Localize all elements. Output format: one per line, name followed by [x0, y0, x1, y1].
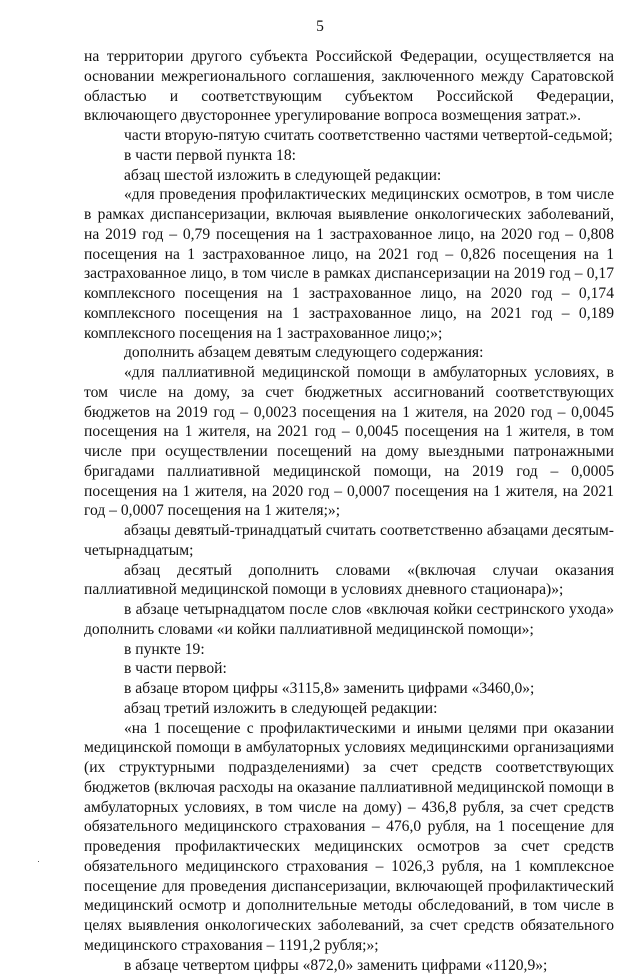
paragraph-ninth-heading: дополнить абзацем девятым следующего содержания: [84, 343, 614, 363]
paragraph-second-replace: в абзаце втором цифры «3115,8» заменить цифрами «3460,0»; [84, 679, 614, 699]
scan-speck [38, 861, 39, 862]
paragraph-preventive-exams: «для проведения профилактических медицинских осмотров, в том числе в рамках диспансеризации, включая выявление онкологических заболеваний, на 2019 год – 0,79 посещения на 1 застрахованное лицо, на 2020 год – 0,808 посещения на 1 застрахованное лицо, на 2021 год – 0,826 посещения на 1 застрахованное лицо, в том числе в рамках диспансеризации на 2019 год – 0,17 комплексного посещения на 1 застрахованное лицо, на 2020 год – 0,174 комплексного посещения на 1 застрахованное лицо, на 2021 год – 0,189 комплексного посещения на 1 застрахованное лицо;»; [84, 185, 614, 343]
paragraph-item-19-heading: в пункте 19: [84, 640, 614, 660]
page-number: 5 [0, 18, 640, 36]
paragraph-fourth-replace: в абзаце четвертом цифры «872,0» заменить цифрами «1120,9»; [84, 956, 614, 975]
paragraph-continuation: на территории другого субъекта Российской Федерации, осуществляется на основании межрегионального соглашения, заключенного между Саратовской областью и соответствующим субъектом Российской Федерации, включающего двустороннее урегулирование вопроса возмещения затрат.». [84, 47, 614, 126]
paragraph-item-18-heading: в части первой пункта 18: [84, 146, 614, 166]
paragraph-fourteenth-addition: в абзаце четырнадцатом после слов «включая койки сестринского ухода» дополнить словами «и койки паллиативной медицинской помощи»; [84, 600, 614, 640]
paragraph-palliative-care: «для паллиативной медицинской помощи в амбулаторных условиях, в том числе на дому, за счет бюджетных ассигнований соответствующих бюджетов на 2019 год – 0,0023 посещения на 1 жителя, на 2020 год – 0,0045 посещения на 1 жителя, на 2021 год – 0,0045 посещения на 1 жителя, в том числе при осуществлении посещений на дому выездными патронажными бригадами паллиативной медицинской помощи, на 2019 год – 0,0005 посещения на 1 жителя, на 2020 год – 0,0007 посещения на 1 жителя, на 2021 год – 0,0007 посещения на 1 жителя;»; [84, 363, 614, 521]
paragraph-visit-costs: «на 1 посещение с профилактическими и иными целями при оказании медицинской помощи в амбулаторных условиях медицинскими организациями (их структурными подразделениями) за счет средств соответствующих бюджетов (включая расходы на оказание паллиативной медицинской помощи в амбулаторных условиях, в том числе на дому) – 436,8 рубля, за счет средств обязательного медицинского страхования – 476,0 рубля, на 1 посещение для проведения профилактических медицинских осмотров за счет средств обязательного медицинского страхования – 1026,3 рубля, на 1 комплексное посещение для проведения диспансеризации, включающей профилактический медицинский осмотр и дополнительные методы обследований, в том числе в целях выявления онкологических заболеваний, за счет средств обязательного медицинского страхования – 1191,2 рубля;»; [84, 719, 614, 956]
paragraph-part-one-heading: в части первой: [84, 659, 614, 679]
paragraph-renumber-parts: части вторую-пятую считать соответственно частями четвертой-седьмой; [84, 126, 614, 146]
paragraph-renumber-paragraphs: абзацы девятый-тринадцатый считать соответственно абзацами десятым-четырнадцатым; [84, 521, 614, 561]
document-body [84, 47, 614, 975]
paragraph-tenth-addition: абзац десятый дополнить словами «(включая случаи оказания паллиативной медицинской помощи в условиях дневного стационара)»; [84, 561, 614, 601]
paragraph-sixth-heading: абзац шестой изложить в следующей редакции: [84, 166, 614, 186]
paragraph-third-heading: абзац третий изложить в следующей редакции: [84, 699, 614, 719]
